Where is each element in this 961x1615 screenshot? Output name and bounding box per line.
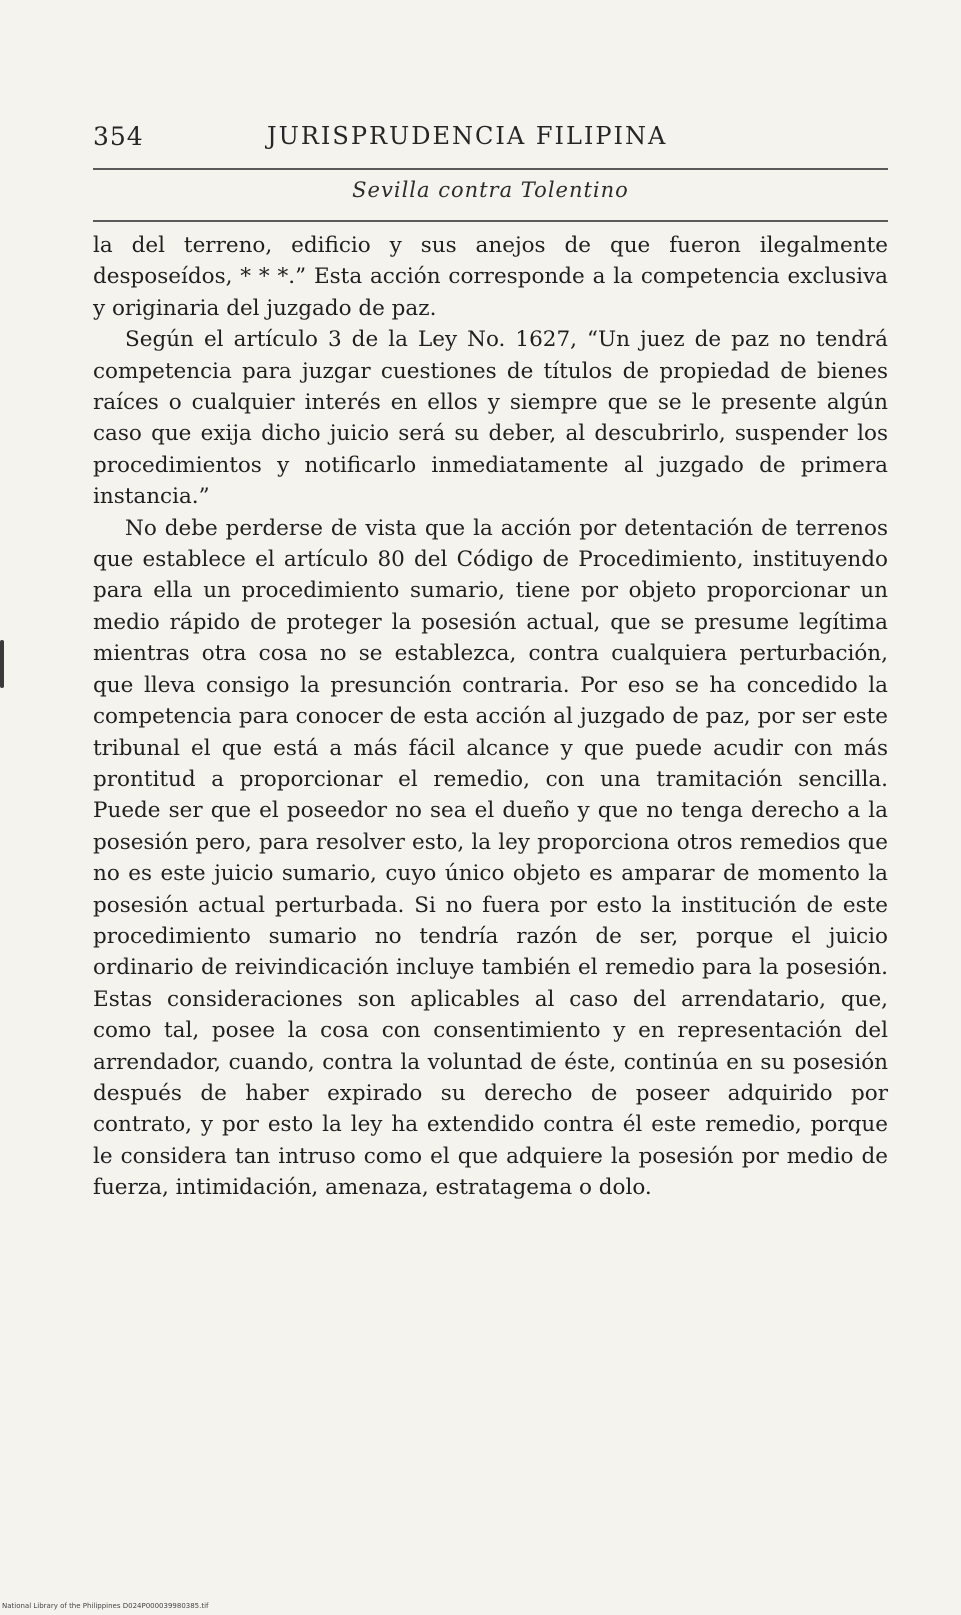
page-header xyxy=(93,118,888,158)
header-rule-top xyxy=(93,168,888,170)
paragraph-3: No debe perderse de vista que la acción por detentación de terrenos que establece el artículo 80 del Código de Procedimiento, instituyendo para ella un procedimiento sumario, tiene por objeto proporcionar un medio rápido de proteger la posesión actual, que se presume legítima mientras otra cosa no se establezca, contra cualquiera perturbación, que lleva consigo la presunción contraria. Por eso se ha concedido la competencia para conocer de esta acción al juzgado de paz, por ser este tribunal el que está a más fácil alcance y que puede acudir con más prontitud a proporcionar el remedio, con una tramitación sencilla. Puede ser que el poseedor no sea el dueño y que no tenga derecho a la posesión pero, para resolver esto, la ley proporciona otros remedios que no es este juicio sumario, cuyo único objeto es amparar de momento la posesión actual perturbada. Si no fuera por esto la institución de este procedimiento sumario no tendría razón de ser, porque el juicio ordinario de reivindicación incluye también el remedio para la posesión. Estas consideraciones son aplicables al caso del arrendatario, que, como tal, posee la cosa con consentimiento y en representación del arrendador, cuando, contra la voluntad de éste, continúa en su posesión después de haber expirado su derecho de poseer adquirido por contrato, y por esto la ley ha extendido contra él este remedio, porque le considera tan intruso como el que adquiere la posesión por medio de fuerza, intimidación, amenaza, estratagema o dolo. xyxy=(93,515,888,1201)
running-title: JURISPRUDENCIA FILIPINA xyxy=(267,122,668,150)
paragraph-1: la del terreno, edificio y sus anejos de que fueron ilegalmente desposeídos, * * *.” Esta acción corresponde a la competencia exclusiva y originaria del juzgado de paz. xyxy=(93,233,888,321)
body-text xyxy=(93,230,888,1204)
case-title: Sevilla contra Tolentino xyxy=(352,178,629,202)
scan-source-footer: National Library of the Philippines D024P000039980385.tif xyxy=(2,1602,209,1610)
header-rule-bottom xyxy=(93,220,888,222)
scan-edge-mark xyxy=(0,640,4,688)
paragraph-2: Según el artículo 3 de la Ley No. 1627, “Un juez de paz no tendrá competencia para juzgar cuestiones de títulos de propiedad de bienes raíces o cualquier interés en ellos y siempre que se le presente algún caso que exija dicho juicio será su deber, al descubrirlo, suspender los procedimientos y notificarlo inmediatamente al juzgado de primera instancia.” xyxy=(93,327,888,510)
page-number: 354 xyxy=(93,122,144,151)
